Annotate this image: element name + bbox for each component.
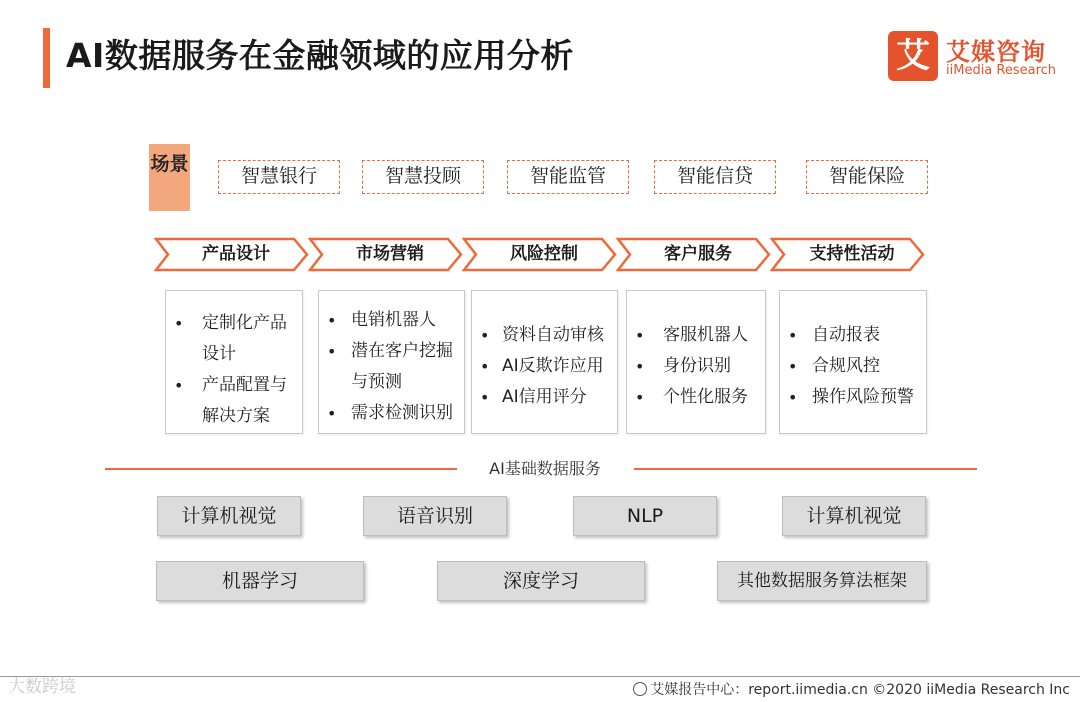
logo-mark-icon: 艾 xyxy=(888,31,938,81)
list-item: • 自动报表 xyxy=(780,320,926,351)
chevron-stage xyxy=(462,237,618,272)
list-item: • AI信用评分 xyxy=(472,382,617,413)
footer-source xyxy=(633,679,1070,699)
detail-box-customer-service xyxy=(626,290,766,434)
footer-source-text: 艾媒报告中心：report.iimedia.cn ©2020 iiMedia Research Inc xyxy=(650,682,1070,698)
globe-icon xyxy=(633,682,647,696)
watermark: 大数跨境 xyxy=(8,677,76,697)
detail-box-product-design xyxy=(165,290,303,434)
logo-name-cn: 艾媒咨询 xyxy=(946,38,1046,66)
list-item: • 需求检测识别 xyxy=(319,398,464,429)
list-item: 解决方案 xyxy=(202,406,270,426)
list-item: 设计 xyxy=(202,344,236,364)
foundation-label: AI基础数据服务 xyxy=(489,459,601,478)
foundation-service: 其他数据服务算法框架 xyxy=(717,561,927,601)
foundation-service: 机器学习 xyxy=(156,561,364,601)
page-title: AI数据服务在金融领域的应用分析 xyxy=(66,36,574,75)
chevron-label: 支持性活动 xyxy=(809,244,895,264)
chevron-stage xyxy=(616,237,772,272)
title-accent-bar xyxy=(43,28,50,88)
foundation-service: 计算机视觉 xyxy=(782,496,926,536)
detail-box-support xyxy=(779,290,927,434)
list-item: • 身份识别 xyxy=(627,351,765,382)
list-item: • 客服机器人 xyxy=(627,320,765,351)
list-item: 与预测 xyxy=(351,372,402,392)
chevron-label: 客户服务 xyxy=(664,244,732,264)
scene-item: 智慧银行 xyxy=(218,160,340,194)
chevron-label: 产品设计 xyxy=(202,244,270,264)
scene-item: 智能监管 xyxy=(507,160,629,194)
logo-name-en: iiMedia Research xyxy=(946,63,1057,78)
divider-left xyxy=(105,468,457,470)
chevron-stage xyxy=(770,237,926,272)
chevron-label: 市场营销 xyxy=(356,244,424,264)
list-item: • 个性化服务 xyxy=(627,382,765,413)
chevron-stage xyxy=(154,237,310,272)
detail-box-risk-control xyxy=(471,290,618,434)
list-item: • 资料自动审核 xyxy=(472,320,617,351)
list-item: • 合规风控 xyxy=(780,351,926,382)
foundation-service: 深度学习 xyxy=(437,561,645,601)
list-item: • 操作风险预警 xyxy=(780,382,926,413)
scene-item: 智慧投顾 xyxy=(362,160,484,194)
foundation-service: 计算机视觉 xyxy=(157,496,301,536)
chevron-stage xyxy=(308,237,464,272)
chevron-label: 风险控制 xyxy=(510,244,578,264)
brand-logo xyxy=(888,31,1068,83)
list-item: • 电销机器人 xyxy=(319,305,464,336)
list-item: • AI反欺诈应用 xyxy=(472,351,617,382)
list-item: • 定制化产品 xyxy=(166,308,302,339)
scene-label: 场景 xyxy=(149,144,190,211)
foundation-service: NLP xyxy=(573,496,717,536)
detail-box-marketing xyxy=(318,290,465,434)
footer-divider xyxy=(0,676,1080,677)
list-item: • 潜在客户挖掘 xyxy=(319,336,464,367)
scene-item: 智能保险 xyxy=(806,160,928,194)
list-item: • 产品配置与 xyxy=(166,370,302,401)
foundation-service: 语音识别 xyxy=(363,496,507,536)
divider-right xyxy=(634,468,977,470)
scene-item: 智能信贷 xyxy=(654,160,776,194)
